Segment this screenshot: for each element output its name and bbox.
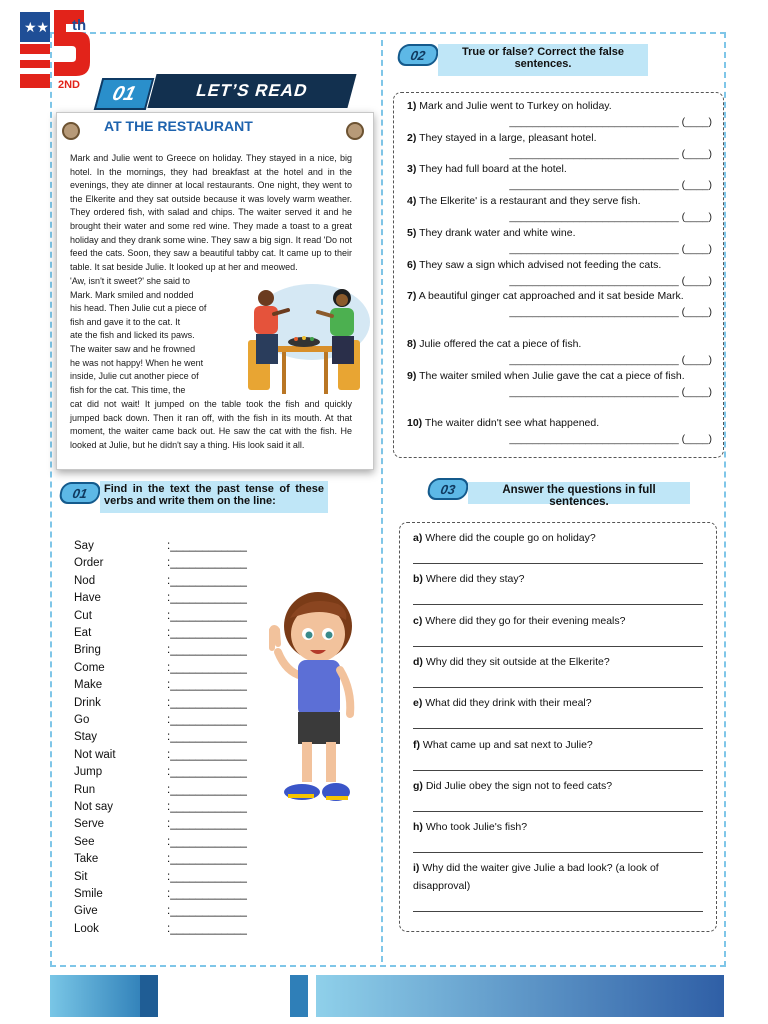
item-text: A beautiful ginger cat approached and it sat beside Mark. [418, 290, 684, 302]
answer-line[interactable]: _____________________________ (____) [509, 148, 712, 160]
verb-label: See [74, 835, 95, 848]
item-text: They stayed in a large, pleasant hotel. [419, 132, 597, 144]
item-number: 8) [407, 338, 417, 350]
verb-answer-line[interactable]: :____________ [167, 801, 247, 813]
item-text: They saw a sign which advised not feeding the cats. [419, 259, 662, 271]
story-paragraph-2 [70, 275, 242, 397]
answer-line[interactable]: _____________________________ (____) [509, 211, 712, 223]
footer-bar [140, 975, 158, 1017]
verb-label: Run [74, 783, 96, 796]
question-number: g) [413, 780, 423, 792]
item-number: 9) [407, 370, 417, 382]
verb-label: Order [74, 557, 104, 570]
verb-label: Take [74, 853, 99, 866]
verb-answer-line[interactable]: :____________ [167, 888, 247, 900]
true-false-item [407, 369, 712, 398]
verb-label: Have [74, 592, 101, 605]
item-text: The Elkerite' is a restaurant and they serve fish. [419, 195, 641, 207]
footer-bar [50, 975, 146, 1017]
item-number: 10) [407, 417, 423, 429]
answer-line[interactable]: _____________________________ (____) [509, 179, 712, 191]
question-text: Where did the couple go on holiday? [425, 532, 596, 544]
verb-label: Say [74, 540, 94, 552]
exercise-tf-instruction: True or false? Correct the false sentences. [438, 44, 648, 76]
item-number: 2) [407, 132, 417, 144]
answer-line[interactable] [413, 770, 703, 771]
item-number: 3) [407, 163, 417, 175]
verb-answer-line[interactable]: :____________ [167, 783, 247, 796]
answer-line[interactable]: _____________________________ (____) [509, 243, 712, 255]
couple-dining-illustration [238, 282, 370, 400]
question-item [413, 818, 709, 836]
true-false-box [393, 92, 724, 458]
questions-box [399, 522, 717, 932]
true-false-item [407, 416, 712, 445]
verb-label: Sit [74, 870, 88, 883]
answer-line[interactable]: _____________________________ (____) [509, 386, 712, 398]
true-false-item [407, 99, 712, 128]
verb-label: Smile [74, 888, 103, 900]
answer-line[interactable]: _____________________________ (____) [509, 354, 712, 366]
answer-line[interactable] [413, 687, 703, 688]
story-title: AT THE RESTAURANT [104, 118, 253, 134]
verb-label: Eat [74, 627, 92, 639]
verb-answer-line[interactable]: :____________ [167, 922, 247, 935]
true-false-item [407, 258, 712, 287]
question-text: Did Julie obey the sign not to feed cats? [425, 780, 613, 792]
verb-label: Serve [74, 818, 105, 831]
story-line: fish for the cat. This time, the [70, 384, 186, 395]
item-text: They drank water and white wine. [419, 227, 576, 239]
exercise-verbs-instruction: Find in the text the past tense of these verbs and write them on the line: [100, 481, 328, 513]
question-number: d) [413, 656, 423, 668]
story-line: his head. Then Julie cut a piece of [70, 303, 207, 314]
answer-line[interactable] [413, 811, 703, 812]
answer-line[interactable] [413, 728, 703, 729]
item-number: 5) [407, 227, 417, 239]
svg-text:★★: ★★ [24, 20, 50, 36]
answer-line[interactable]: _____________________________ (____) [509, 433, 712, 445]
verb-answer-line[interactable]: :____________ [167, 766, 247, 779]
verb-answer-line[interactable]: :____________ [167, 574, 247, 587]
question-item [413, 570, 709, 588]
verb-label: Drink [74, 696, 101, 709]
question-number: a) [413, 532, 423, 544]
question-number: e) [413, 697, 423, 709]
item-text: They had full board at the hotel. [419, 163, 567, 175]
verb-label: Jump [74, 766, 103, 779]
answer-line[interactable]: _____________________________ (____) [509, 306, 712, 318]
verb-answer-line[interactable]: :____________ [167, 696, 247, 709]
question-text: Where did they stay? [425, 573, 525, 585]
answer-line[interactable] [413, 646, 703, 647]
question-number: f) [413, 739, 420, 751]
svg-text:th: th [72, 17, 87, 34]
answer-line[interactable]: _____________________________ (____) [509, 116, 712, 128]
column-divider [381, 40, 383, 962]
verb-label: Give [74, 905, 98, 918]
item-number: 1) [407, 100, 417, 112]
verb-answer-line[interactable]: :____________ [167, 609, 247, 622]
item-text: The waiter smiled when Julie gave the cat a piece of fish. [419, 370, 685, 382]
answer-line[interactable] [413, 911, 703, 912]
verb-answer-line[interactable]: :____________ [167, 714, 247, 726]
story-line: ate the fish and licked its paws. [70, 330, 195, 341]
verb-answer-line[interactable]: :____________ [167, 661, 247, 674]
verb-label: Come [74, 661, 105, 674]
question-number: i) [413, 862, 420, 874]
footer-bar [290, 975, 308, 1017]
true-false-item [407, 194, 712, 223]
reading-banner [88, 74, 358, 110]
verb-answer-line[interactable]: :____________ [167, 592, 247, 605]
story-line: he was not happy! When he went [70, 357, 204, 368]
pin-icon [346, 122, 364, 140]
verb-label: Look [74, 922, 99, 935]
story-line: fish and gave it to the cat. It [70, 316, 181, 327]
true-false-item [407, 131, 712, 160]
answer-line[interactable] [413, 604, 703, 605]
exercise-questions-number: 03 [426, 478, 470, 500]
verb-answer-line[interactable]: :____________ [167, 905, 247, 918]
verb-label: Make [74, 679, 103, 692]
svg-text:2ND: 2ND [58, 79, 81, 91]
story-line: 'Aw, isn't it sweet?' she said to [70, 276, 191, 286]
reading-number: 01 [94, 78, 155, 110]
verb-label: Bring [74, 644, 101, 657]
question-number: c) [413, 615, 423, 627]
true-false-item [407, 289, 712, 318]
exercise-tf-number: 02 [396, 44, 440, 66]
reading-banner-title: LET’S READ [147, 74, 356, 108]
verb-label: Not say [74, 801, 113, 813]
true-false-item [407, 162, 712, 191]
story-line: Mark. Mark smiled and nodded [70, 289, 194, 300]
story-paragraph-3: cat did not wait! It jumped on the table took the fish and quickly jumped back down. Then it ran off, with the fish in its mouth. At that moment, the waiter came back out. He saw the cat with the fish. He looked at Julie, but he didn't say a thing. His look said it all. [70, 399, 352, 450]
true-false-item [407, 337, 712, 366]
question-text: What came up and sat next to Julie? [422, 739, 593, 751]
question-text: What did they drink with their meal? [425, 697, 592, 709]
verb-answer-line[interactable]: :____________ [167, 818, 247, 831]
item-text: Mark and Julie went to Turkey on holiday. [419, 100, 612, 112]
item-number: 7) [407, 290, 417, 302]
verb-answer-line[interactable]: :____________ [167, 870, 247, 883]
exercise-verbs-number: 01 [58, 482, 102, 504]
verb-label: Go [74, 714, 90, 726]
exercise-questions-instruction: Answer the questions in full sentences. [468, 482, 690, 504]
footer-bar [316, 975, 724, 1017]
question-text: Who took Julie's fish? [425, 821, 528, 833]
verb-answer-line[interactable]: :____________ [167, 835, 247, 848]
question-number: h) [413, 821, 423, 833]
verb-answer-line[interactable]: :____________ [167, 853, 247, 866]
verb-label: Not wait [74, 748, 116, 761]
question-item [413, 529, 709, 547]
answer-line[interactable] [413, 563, 703, 564]
answer-line[interactable] [413, 852, 703, 853]
question-text: Why did the waiter give Julie a bad look? (a look of disapproval) [413, 862, 659, 892]
boy-illustration [258, 578, 368, 810]
verb-answer-line[interactable]: :____________ [167, 627, 247, 639]
verb-answer-line[interactable]: :____________ [167, 748, 247, 761]
question-text: Why did they sit outside at the Elkerite? [425, 656, 610, 668]
question-number: b) [413, 573, 423, 585]
verb-answer-line[interactable]: :____________ [167, 557, 247, 570]
question-item [413, 612, 709, 630]
question-item [413, 859, 709, 895]
question-item [413, 653, 709, 671]
verb-label: Nod [74, 574, 96, 587]
verb-answer-line[interactable]: :____________ [167, 540, 247, 552]
story-line: The waiter saw and he frowned [70, 343, 196, 354]
question-item [413, 777, 709, 795]
verb-answer-line[interactable]: :____________ [167, 679, 247, 692]
true-false-item [407, 226, 712, 255]
question-item [413, 736, 709, 754]
verb-label: Cut [74, 609, 92, 622]
item-number: 4) [407, 195, 417, 207]
verb-answer-line[interactable]: :____________ [167, 731, 247, 744]
item-text: Julie offered the cat a piece of fish. [419, 338, 582, 350]
verb-label: Stay [74, 731, 98, 744]
story-paragraph-1: Mark and Julie went to Greece on holiday. They stayed in a nice, big hotel. In the mornings, they had breakfast at the hotel and in the evenings, they ate dinner at local restaurants. One night, they went to the Elkerite and they sat outside because it was lovely warm weather. They ordered fish, with salad and chips. The waiter served it and he brought their water and some red wine. They made a toast to a great holiday and they drank some wine. They saw a big sign. It read 'Do not feed the cats. Soon, they saw a beautiful tabby cat. It came up to their table. It sat beside Julie. It looked up at her and meowed. [70, 153, 352, 272]
verb-answer-line[interactable]: :____________ [167, 644, 247, 657]
item-number: 6) [407, 259, 417, 271]
question-item [413, 694, 709, 712]
item-text: The waiter didn't see what happened. [424, 417, 600, 429]
pin-icon [62, 122, 80, 140]
question-text: Where did they go for their evening meals? [425, 615, 626, 627]
answer-line[interactable]: _____________________________ (____) [509, 275, 712, 287]
story-line: inside, Julie cut another piece of [70, 371, 199, 382]
